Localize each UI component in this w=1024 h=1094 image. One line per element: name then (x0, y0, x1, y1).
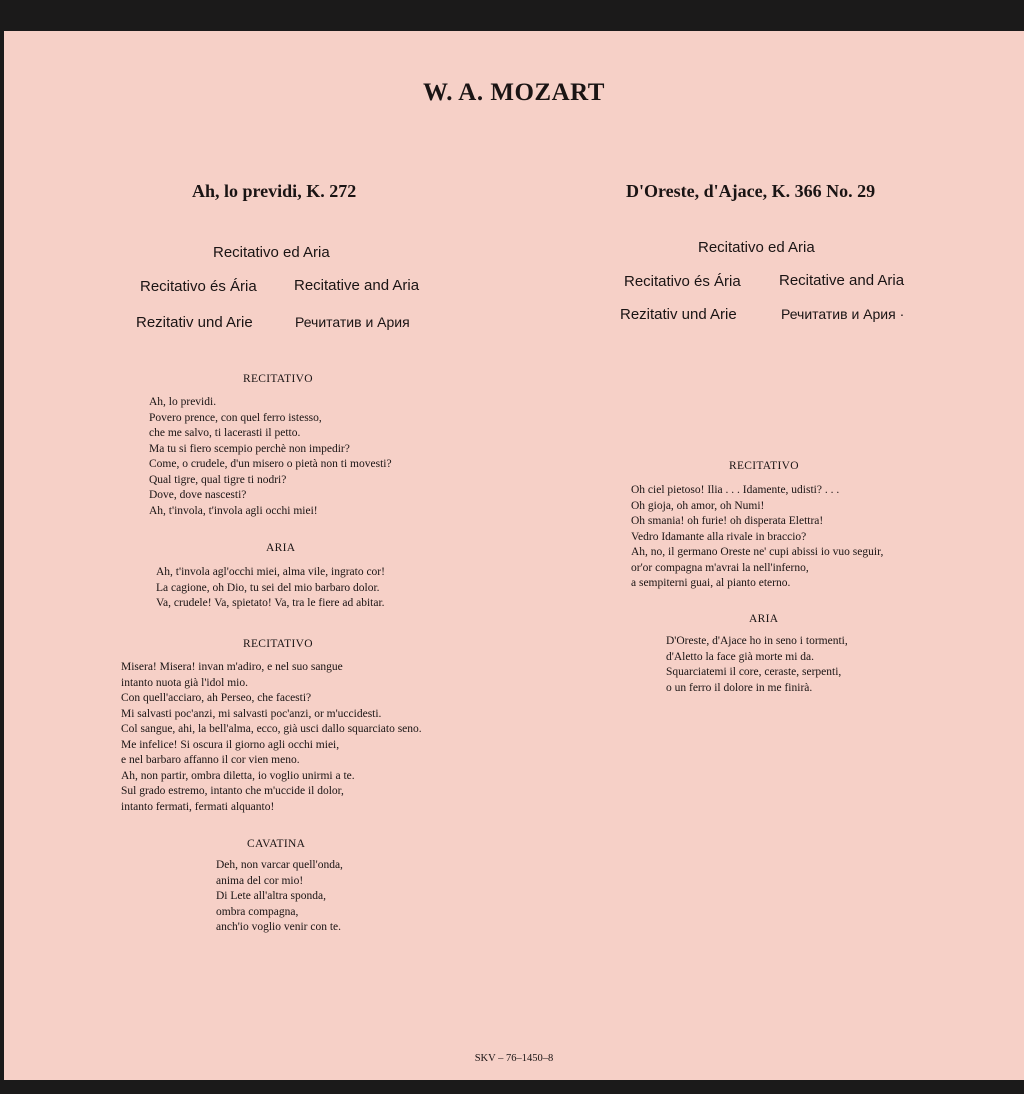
verse-line: Mi salvasti poc'anzi, mi salvasti poc'anzi, or m'uccidesti. (121, 707, 382, 720)
right-subtitle-german: Rezitativ und Arie (620, 306, 737, 323)
verse-line: Vedro Idamante alla rivale in braccio? (631, 530, 807, 543)
left-subtitle-hungarian: Recitativo és Ária (140, 278, 257, 295)
verse-line: anch'io voglio venir con te. (216, 921, 342, 933)
left-section-lines (156, 565, 385, 612)
left-section-heading: RECITATIVO (243, 373, 313, 385)
verse-line: ombra compagna, (216, 905, 299, 918)
left-section-lines (121, 660, 422, 815)
left-subtitle-german: Rezitativ und Arie (136, 314, 253, 331)
verse-line: La cagione, oh Dio, tu sei del mio barbaro dolor. (156, 581, 380, 594)
verse-line: Con quell'acciaro, ah Perseo, che facesti? (121, 692, 312, 704)
left-section-lines (216, 858, 343, 936)
verse-line: Ah, t'invola agl'occhi miei, alma vile, ingrato cor! (156, 566, 385, 578)
right-section-heading: ARIA (749, 613, 779, 625)
verse-line: e nel barbaro affanno il cor vien meno. (121, 754, 300, 766)
verse-line: Col sangue, ahi, la bell'alma, ecco, già usci dallo squarciato seno. (121, 723, 422, 735)
right-subtitle-hungarian: Recitativo és Ária (624, 273, 741, 290)
left-section-heading: RECITATIVO (243, 638, 313, 650)
verse-line: Ah, no, il germano Oreste ne' cupi abissi io vuo seguir, (631, 546, 884, 558)
left-section-lines (149, 395, 392, 519)
right-section-lines (666, 634, 848, 696)
right-section-heading: RECITATIVO (729, 460, 799, 472)
record-sleeve-page (4, 31, 1024, 1080)
right-subtitle-english: Recitative and Aria (779, 272, 905, 289)
right-work-title: D'Oreste, d'Ajace, K. 366 No. 29 (626, 181, 876, 201)
verse-line: Oh smania! oh furie! oh disperata Elettra! (631, 515, 824, 527)
verse-line: intanto fermati, fermati alquanto! (121, 800, 275, 813)
verse-line: Ah, non partir, ombra diletta, io voglio unirmi a te. (121, 769, 355, 782)
left-subtitle-italian: Recitativo ed Aria (213, 244, 330, 261)
verse-line: Oh ciel pietoso! Ilia . . . Idamente, udisti? . . . (631, 484, 840, 496)
verse-line: Di Lete all'altra sponda, (216, 890, 327, 902)
verse-line: Misera! Misera! invan m'adiro, e nel suo sangue (121, 661, 343, 673)
verse-line: Ma tu si fiero scempio perchè non impedir? (149, 442, 350, 455)
catalog-number: SKV – 76–1450–8 (474, 1053, 554, 1064)
verse-line: Ah, t'invola, t'invola agli occhi miei! (149, 504, 318, 517)
verse-line: Me infelice! Si oscura il giorno agli occhi miei, (121, 738, 340, 751)
verse-line: o un ferro il dolore in me finirà. (666, 681, 813, 694)
verse-line: or'or compagna m'avrai la nell'inferno, (631, 561, 809, 574)
verse-line: anima del cor mio! (216, 874, 304, 887)
verse-line: Qual tigre, qual tigre ti nodri? (149, 473, 287, 486)
verse-line: Sul grado estremo, intanto che m'uccide il dolor, (121, 785, 344, 797)
verse-line: Deh, non varcar quell'onda, (216, 859, 343, 871)
verse-line: intanto nuota già l'idol mio. (121, 676, 248, 689)
right-subtitle-russian: Речитатив и Ария · (781, 306, 905, 322)
left-work-title: Ah, lo previdi, K. 272 (192, 181, 357, 201)
verse-line: D'Oreste, d'Ajace ho in seno i tormenti, (666, 635, 848, 647)
verse-line: Dove, dove nascesti? (149, 489, 247, 501)
verse-line: Povero prence, con quel ferro istesso, (149, 411, 322, 424)
verse-line: Squarciatemi il core, ceraste, serpenti, (666, 666, 842, 678)
verse-line: Ah, lo previdi. (149, 396, 217, 408)
composer-title: W. A. MOZART (422, 79, 605, 106)
verse-line: che me salvo, ti lacerasti il petto. (149, 427, 301, 439)
verse-line: d'Aletto la face già morte mi da. (666, 650, 815, 663)
left-subtitle-english: Recitative and Aria (294, 277, 420, 294)
verse-line: Va, crudele! Va, spietato! Va, tra le fiere ad abitar. (156, 597, 385, 609)
right-subtitle-italian: Recitativo ed Aria (698, 239, 815, 256)
left-subtitle-russian: Речитатив и Ария (295, 314, 410, 330)
right-section-lines (631, 483, 883, 592)
left-section-heading: ARIA (266, 542, 296, 554)
left-section-heading: CAVATINA (247, 838, 306, 850)
verse-line: Oh gioja, oh amor, oh Numi! (631, 499, 765, 512)
verse-line: a sempiterni guai, al pianto eterno. (631, 577, 791, 589)
verse-line: Come, o crudele, d'un misero o pietà non ti movesti? (149, 458, 392, 470)
